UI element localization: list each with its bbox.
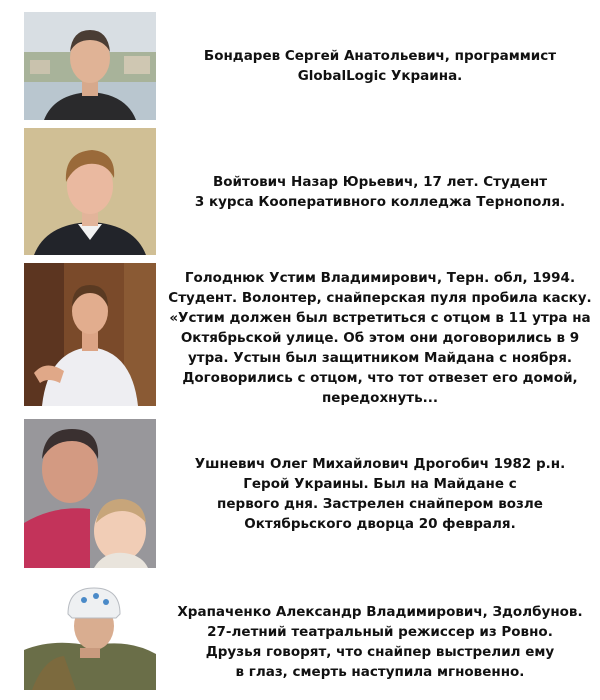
person-caption: Бондарев Сергей Анатольевич, программист GlobalLogic Украина. [203, 48, 557, 84]
portrait-photo-4 [24, 419, 156, 568]
portrait-photo-3 [24, 263, 156, 406]
portrait-photo-1 [24, 12, 156, 120]
portrait-photo-5 [24, 580, 156, 690]
person-caption: Храпаченко Александр Владимирович, Здолбунов. 27-летний театральный режиссер из Ровно. Друзья говорят, что снайпер выстрелил ему в глаз, смерть наступила мгновенно. [177, 604, 583, 680]
person-caption: Ушневич Олег Михайлович Дрогобич 1982 р.н. Герой Украины. Был на Майдане с первого дня. Застрелен снайпером возле Октябрьского дворца 20 февраля. [194, 456, 566, 532]
person-caption: Войтович Назар Юрьевич, 17 лет. Студент 3 курса Кооперативного колледжа Тернополя. [194, 174, 566, 210]
person-caption: Голоднюк Устим Владимирович, Терн. обл, 1994. Студент. Волонтер, снайперская пуля пробила каску. «Устим должен был встретиться с отцом в 11 утра на Октябрьской улице. Об этом они договорились в 9 утра. Устын был защитником Майдана с ноября. Договорились с отцом, что тот отвезет его домой, передохнуть... [168, 270, 592, 406]
portrait-photo-2 [24, 128, 156, 255]
